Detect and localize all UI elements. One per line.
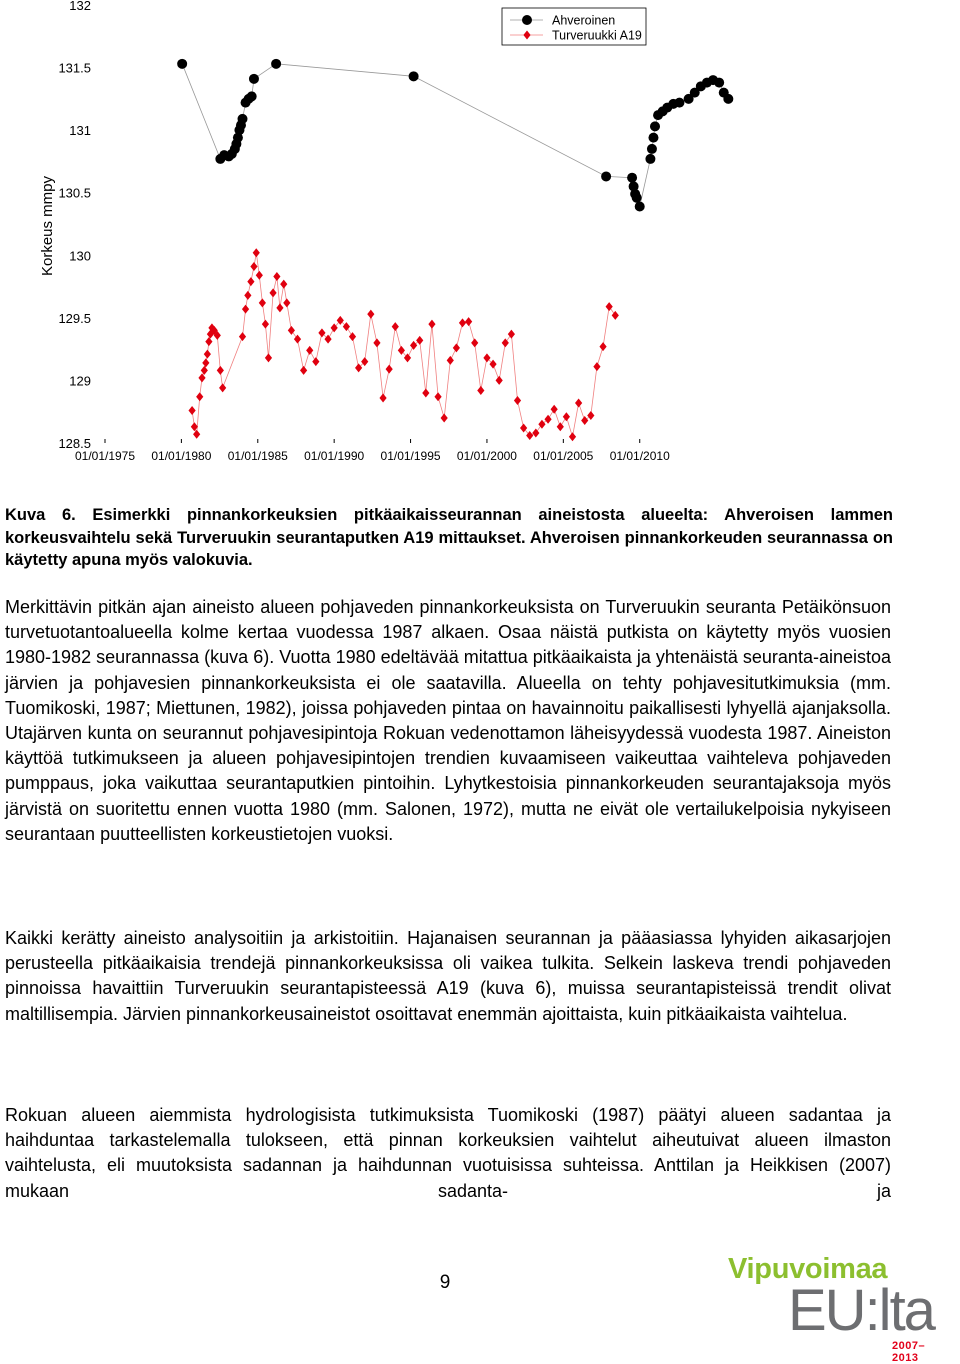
y-tick-label: 131.5 [58,60,91,76]
data-point-ahveroinen [645,154,655,164]
data-point-turveruukki [428,320,435,329]
data-point-turveruukki [204,350,211,359]
data-point-ahveroinen [238,114,248,124]
data-point-turveruukki [219,383,226,392]
data-point-ahveroinen [601,171,611,181]
data-point-turveruukki [489,360,496,369]
data-point-turveruukki [193,430,200,439]
data-point-turveruukki [198,373,205,382]
legend-label: Ahveroinen [552,13,616,28]
data-point-turveruukki [569,432,576,441]
data-point-turveruukki [188,406,195,415]
data-point-turveruukki [471,338,478,347]
y-tick-label: 129 [69,373,91,389]
data-point-turveruukki [496,376,503,385]
data-point-turveruukki [599,342,606,351]
data-point-turveruukki [306,346,313,355]
data-point-turveruukki [422,388,429,397]
data-point-turveruukki [465,317,472,326]
data-point-turveruukki [280,280,287,289]
vipuvoimaa-eu-logo [728,1253,934,1364]
data-point-ahveroinen [177,59,187,69]
legend-label: Turveruukki A19 [552,28,642,43]
data-point-turveruukki [239,332,246,341]
chart-legend [502,8,646,45]
data-point-turveruukki [373,338,380,347]
data-point-turveruukki [416,336,423,345]
logo-years: 2007–2013 [892,1340,926,1364]
x-tick-label: 01/01/2000 [456,449,517,463]
data-point-turveruukki [514,396,521,405]
data-point-turveruukki [367,310,374,319]
data-point-ahveroinen [647,144,657,154]
data-point-turveruukki [300,366,307,375]
data-point-turveruukki [581,416,588,425]
data-point-turveruukki [441,413,448,422]
y-axis [58,0,91,451]
data-point-turveruukki [447,356,454,365]
data-point-turveruukki [242,305,249,314]
data-point-ahveroinen [714,78,724,88]
data-point-turveruukki [392,322,399,331]
data-point-turveruukki [259,298,266,307]
y-tick-label: 130 [69,248,91,264]
data-point-turveruukki [283,298,290,307]
data-point-turveruukki [575,398,582,407]
water-level-chart [0,0,960,475]
y-tick-label: 130.5 [58,185,91,201]
x-axis [75,439,670,463]
data-point-ahveroinen [632,193,642,203]
series-lines [182,64,728,437]
data-point-ahveroinen [648,133,658,143]
logo-line-2: EU:lta [788,1278,934,1343]
data-point-turveruukki [593,362,600,371]
body-paragraph: Kaikki kerätty aineisto analysoitiin ja arkistoitiin. Hajanaisen seurannan ja pääasiassa lyhyiden aikasarjojen perusteella pitkäaikaisia trendejä pinnankorkeuksissa oli vaikea tulkita. Selkein laskeva trendi pohjaveden pinnoissa havaittiin Turveruukin seurantapisteessä A19 (kuva 6), muissa seurantapisteissä trendit olivat maltillisempia. Järvien pinnankorkeusaineistot osoittavat enemmän ajoittaista, kuin pitkäaikaista vaihtelua. [5,928,891,1024]
data-point-turveruukki [250,262,257,271]
data-point-turveruukki [273,272,280,281]
data-point-turveruukki [434,392,441,401]
page-number: 9 [439,1272,451,1293]
data-point-turveruukki [453,343,460,352]
x-tick-label: 01/01/1985 [227,449,288,463]
data-point-turveruukki [544,415,551,424]
data-point-turveruukki [247,277,254,286]
data-point-turveruukki [201,366,208,375]
data-point-turveruukki [196,392,203,401]
data-point-ahveroinen [723,94,733,104]
x-tick-label: 01/01/1990 [304,449,365,463]
data-point-turveruukki [349,332,356,341]
figure-caption: Kuva 6. Esimerkki pinnankorkeuksien pitkäaikaisseurannan aineistosta alueelta: Ahveroisen lammen korkeusvaihtelu sekä Turveruukin seurantaputken A19 mittaukset. Ahveroisen pinnankorkeuden seurannassa on käytetty apuna myös valokuvia. [5,506,893,569]
data-point-ahveroinen [409,71,419,81]
logo-line-1: Vipuvoimaa [728,1253,888,1285]
data-point-turveruukki [312,357,319,366]
data-point-turveruukki [563,412,570,421]
data-point-turveruukki [276,303,283,312]
data-point-turveruukki [253,248,260,257]
data-point-turveruukki [205,337,212,346]
x-tick-label: 01/01/1975 [74,449,136,463]
legend-marker-ahveroinen [522,15,532,25]
data-point-ahveroinen [674,98,684,108]
x-tick-label: 01/01/1995 [380,449,441,463]
data-point-turveruukki [557,422,564,431]
data-point-turveruukki [477,386,484,395]
data-point-turveruukki [459,318,466,327]
data-point-turveruukki [269,288,276,297]
data-point-turveruukki [256,271,263,280]
body-paragraph: Merkittävin pitkän ajan aineisto alueen pohjaveden pinnankorkeuksista on Turveruukin seuranta Petäikönsuon turvetuotantoalueella kolme kertaa vuodessa 1987 alkaen. Osaa näistä putkista on käytetty myös vuosien 1980-1982 seurannassa (kuva 6). Vuotta 1980 edeltävää mitattua pitkäaikaista ja yhtenäistä seuranta-aineistoa järvien ja pohjavesien pinnankorkeuksista ei ole saatavilla. Alueella on tehty pohjavesitutkimuksia (mm. Tuomikoski, 1987; Miettunen, 1982), joissa pohjaveden pintaa on havainnoitu paikallisesti lyhyellä ajanjaksolla. Utajärven kunta on seurannut pohjavesipintoja Rokuan vedenottamon läheisyydessä vuodesta 1987. Aineiston käyttöä tutkimukseen ja alueen pohjavesipintojen trendien kuvaamiseen vaikeuttaa vaihteleva pohjaveden pumppaus, joka vaikuttaa seurantaputkien pintoihin. Lyhytkestoisia pinnankorkeuden seurantajaksoja myös järvistä on suoritettu ennen vuotta 1980 (mm. Salonen, 1972), mutta ne eivät ole vertailukelpoisia nykyiseen seurantaan puutteellisten korkeustietojen vuoksi. [5,597,891,844]
data-point-turveruukki [217,366,224,375]
body-paragraph: Rokuan alueen aiemmista hydrologisista tutkimuksista Tuomikoski (1987) päätyi alueen sadantaa ja haihduntaa tarkastelemalla tulokseen, että pinnan korkeuksien vaihtelut aiheutuivat alueen ilmaston vaihtelusta, eli muutoksista sadannan ja haihdunnan vuotuisissa suhteissa. Anttilan ja Heikkisen (2007) mukaan sadanta- ja [5,1105,891,1201]
data-point-turveruukki [244,291,251,300]
data-point-ahveroinen [650,121,660,131]
series-points [177,59,733,441]
data-point-turveruukki [265,353,272,362]
data-point-ahveroinen [249,74,259,84]
data-point-ahveroinen [247,91,257,101]
data-point-turveruukki [551,405,558,414]
data-point-turveruukki [410,341,417,350]
y-tick-label: 129.5 [58,310,91,326]
series-line [182,64,728,207]
y-tick-label: 131 [69,123,91,139]
data-point-ahveroinen [635,201,645,211]
data-point-turveruukki [379,393,386,402]
y-axis-label: Korkeus mmpy [39,175,56,277]
x-tick-label: 01/01/1980 [151,449,212,463]
x-tick-label: 01/01/2010 [609,449,670,463]
data-point-turveruukki [202,358,209,367]
y-tick-label: 132 [69,0,91,13]
data-point-turveruukki [386,365,393,374]
data-point-turveruukki [587,411,594,420]
y-tick-label: 128.5 [58,436,91,451]
data-point-turveruukki [262,320,269,329]
data-point-ahveroinen [627,173,637,183]
x-tick-label: 01/01/2005 [533,449,594,463]
data-point-ahveroinen [271,59,281,69]
